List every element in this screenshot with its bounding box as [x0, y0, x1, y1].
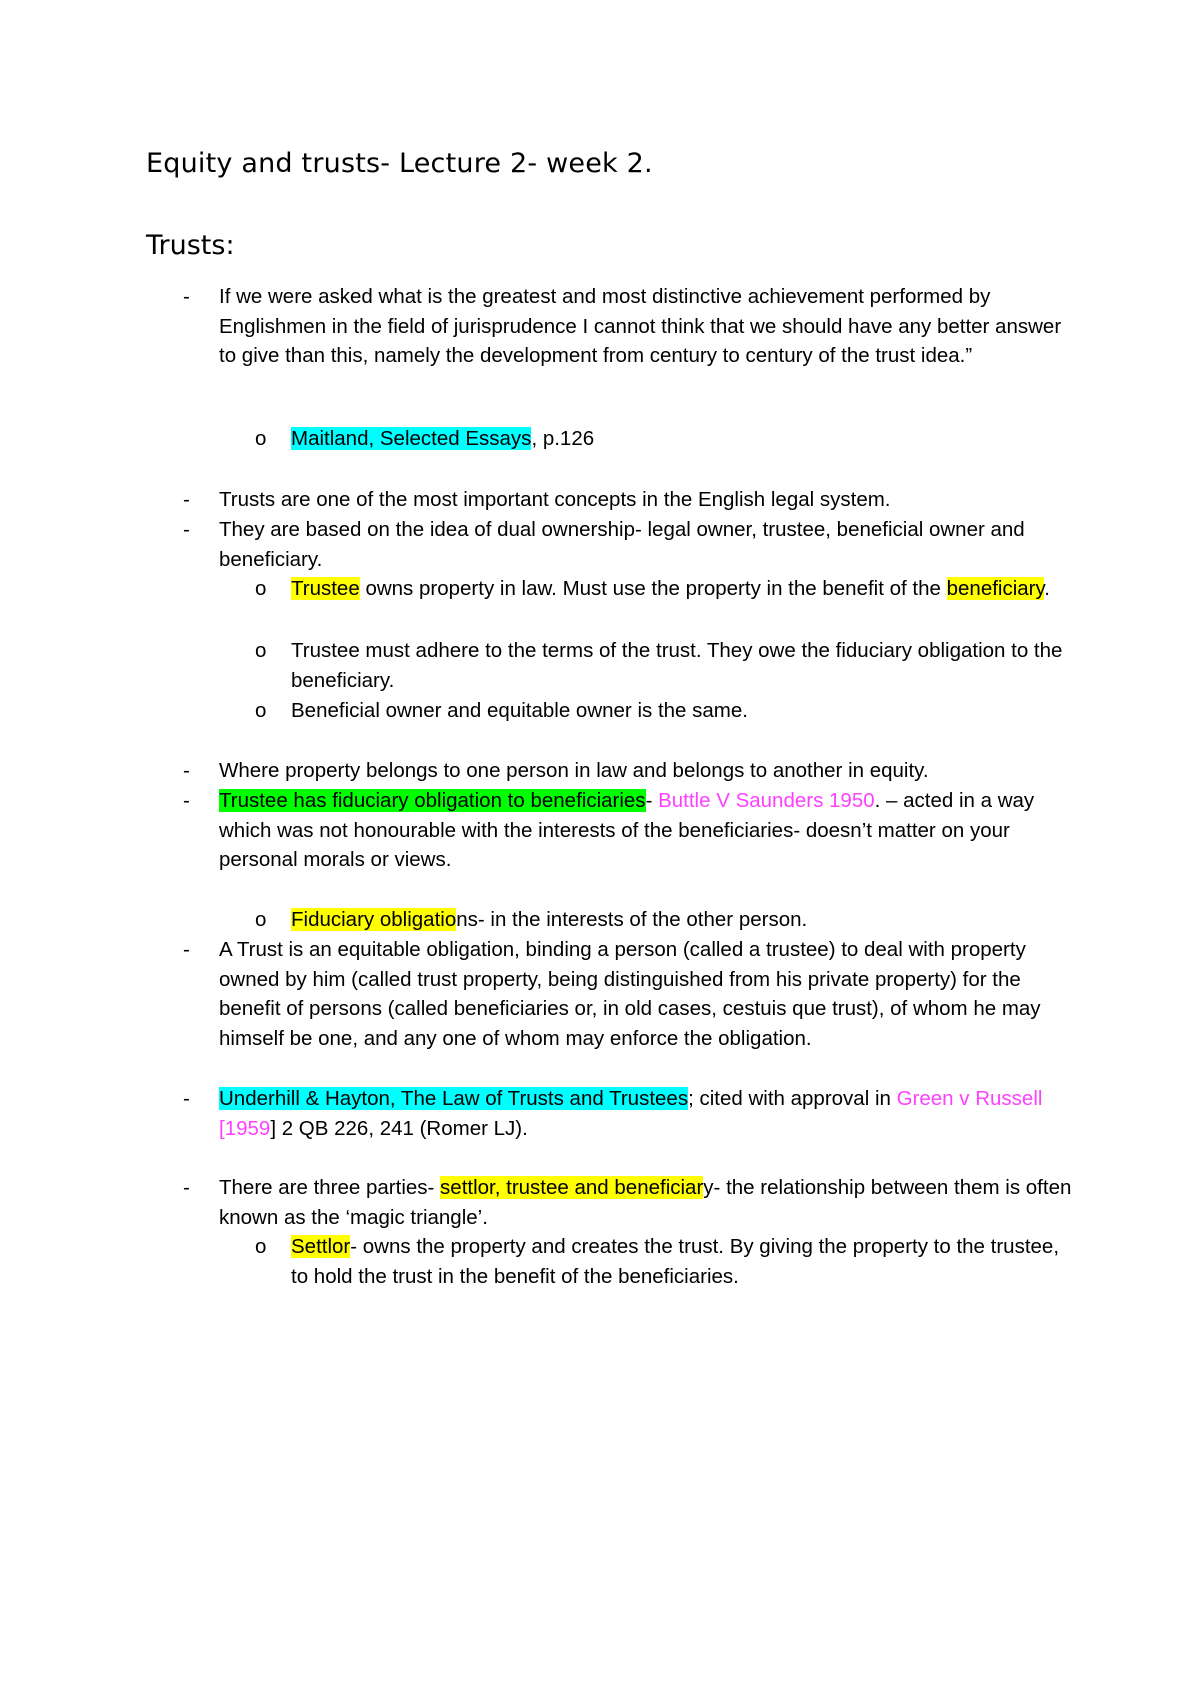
circle-bullet: o: [255, 577, 267, 600]
section-heading: Trusts:: [146, 230, 235, 261]
list-item-text: [219, 786, 1079, 875]
list-item-text: [219, 1084, 1079, 1143]
term-highlight: settlor, trustee and beneficiar: [440, 1176, 704, 1199]
circle-bullet: o: [255, 699, 267, 722]
dash-bullet: -: [183, 285, 190, 308]
list-item-text: They are based on the idea of dual ownership- legal owner, trustee, beneficial owner and beneficiary.: [219, 518, 1025, 571]
sub-list-item-text: [291, 1232, 1081, 1291]
sub-list-item-body: - owns the property and creates the trust. By giving the property to the trustee, to hold the trust in the benefit of the beneficiaries.: [291, 1235, 1060, 1288]
dash-bullet: -: [183, 789, 190, 812]
document-title: Equity and trusts- Lecture 2- week 2.: [146, 148, 653, 179]
circle-bullet: o: [255, 1235, 267, 1258]
sub-list-item-text: [291, 905, 1081, 935]
circle-bullet: o: [255, 427, 267, 450]
list-item-text: A Trust is an equitable obligation, binding a person (called a trustee) to deal with property owned by him (called trust property, being distinguished from his private property) for the benefit of persons (called beneficiaries or, in old cases, cestuis que trust), of whom he may himself be one, and any one of whom may enforce the obligation.: [219, 938, 1041, 1050]
citation-highlight: Maitland, Selected Essays: [291, 427, 532, 450]
term-highlight: beneficiary: [946, 577, 1045, 600]
list-item-text: Where property belongs to one person in law and belongs to another in equity.: [219, 759, 929, 782]
dash-bullet: -: [183, 1087, 190, 1110]
list-item-body: There are three parties-: [219, 1176, 441, 1199]
case-citation: Buttle V Saunders 1950: [658, 789, 875, 812]
circle-bullet: o: [255, 639, 267, 662]
citation-highlight: Underhill & Hayton, The Law of Trusts and Trustees: [219, 1087, 689, 1110]
key-point-highlight: Trustee has fiduciary obligation to beneficiaries: [219, 789, 646, 812]
list-item-text: If we were asked what is the greatest and most distinctive achievement performed by Englishmen in the field of jurisprudence I cannot think that we should have any better answer to give than this, namely the development from century to century of the trust idea.”: [219, 285, 1062, 367]
dash-bullet: -: [183, 488, 190, 511]
citation-page: , p.126: [531, 427, 595, 450]
sub-list-item-text: [291, 574, 1081, 604]
list-item-text: [219, 1173, 1079, 1232]
punctuation: .: [1044, 577, 1050, 600]
separator: -: [645, 789, 659, 812]
sub-list-item-text: Beneficial owner and equitable owner is the same.: [291, 699, 748, 722]
list-item-body: ; cited with approval in: [688, 1087, 897, 1110]
dash-bullet: -: [183, 1176, 190, 1199]
sub-list-item-text: Trustee must adhere to the terms of the trust. They owe the fiduciary obligation to the beneficiary.: [291, 639, 1063, 692]
dash-bullet: -: [183, 759, 190, 782]
sub-list-item-text: [291, 424, 1081, 454]
list-item-body: . – acted in a way which was not honourable with the interests of the beneficiaries- doesn’t matter on your personal morals or views.: [219, 789, 1035, 871]
dash-bullet: -: [183, 518, 190, 541]
sub-list-item-body: owns property in law. Must use the property in the benefit of the: [359, 577, 947, 600]
circle-bullet: o: [255, 908, 267, 931]
dash-bullet: -: [183, 938, 190, 961]
term-highlight: Trustee: [291, 577, 360, 600]
term-highlight: Settlor: [291, 1235, 351, 1258]
case-citation: Green v Russell [1959: [219, 1087, 1043, 1140]
citation-reference: ] 2 QB 226, 241 (Romer LJ).: [270, 1116, 528, 1140]
sub-list-item-body: ns- in the interests of the other person.: [456, 908, 808, 931]
list-item-body: y- the relationship between them is often known as the ‘magic triangle’.: [219, 1176, 1072, 1229]
list-item-text: Trusts are one of the most important concepts in the English legal system.: [219, 488, 891, 511]
term-highlight: Fiduciary obligatio: [291, 908, 457, 931]
